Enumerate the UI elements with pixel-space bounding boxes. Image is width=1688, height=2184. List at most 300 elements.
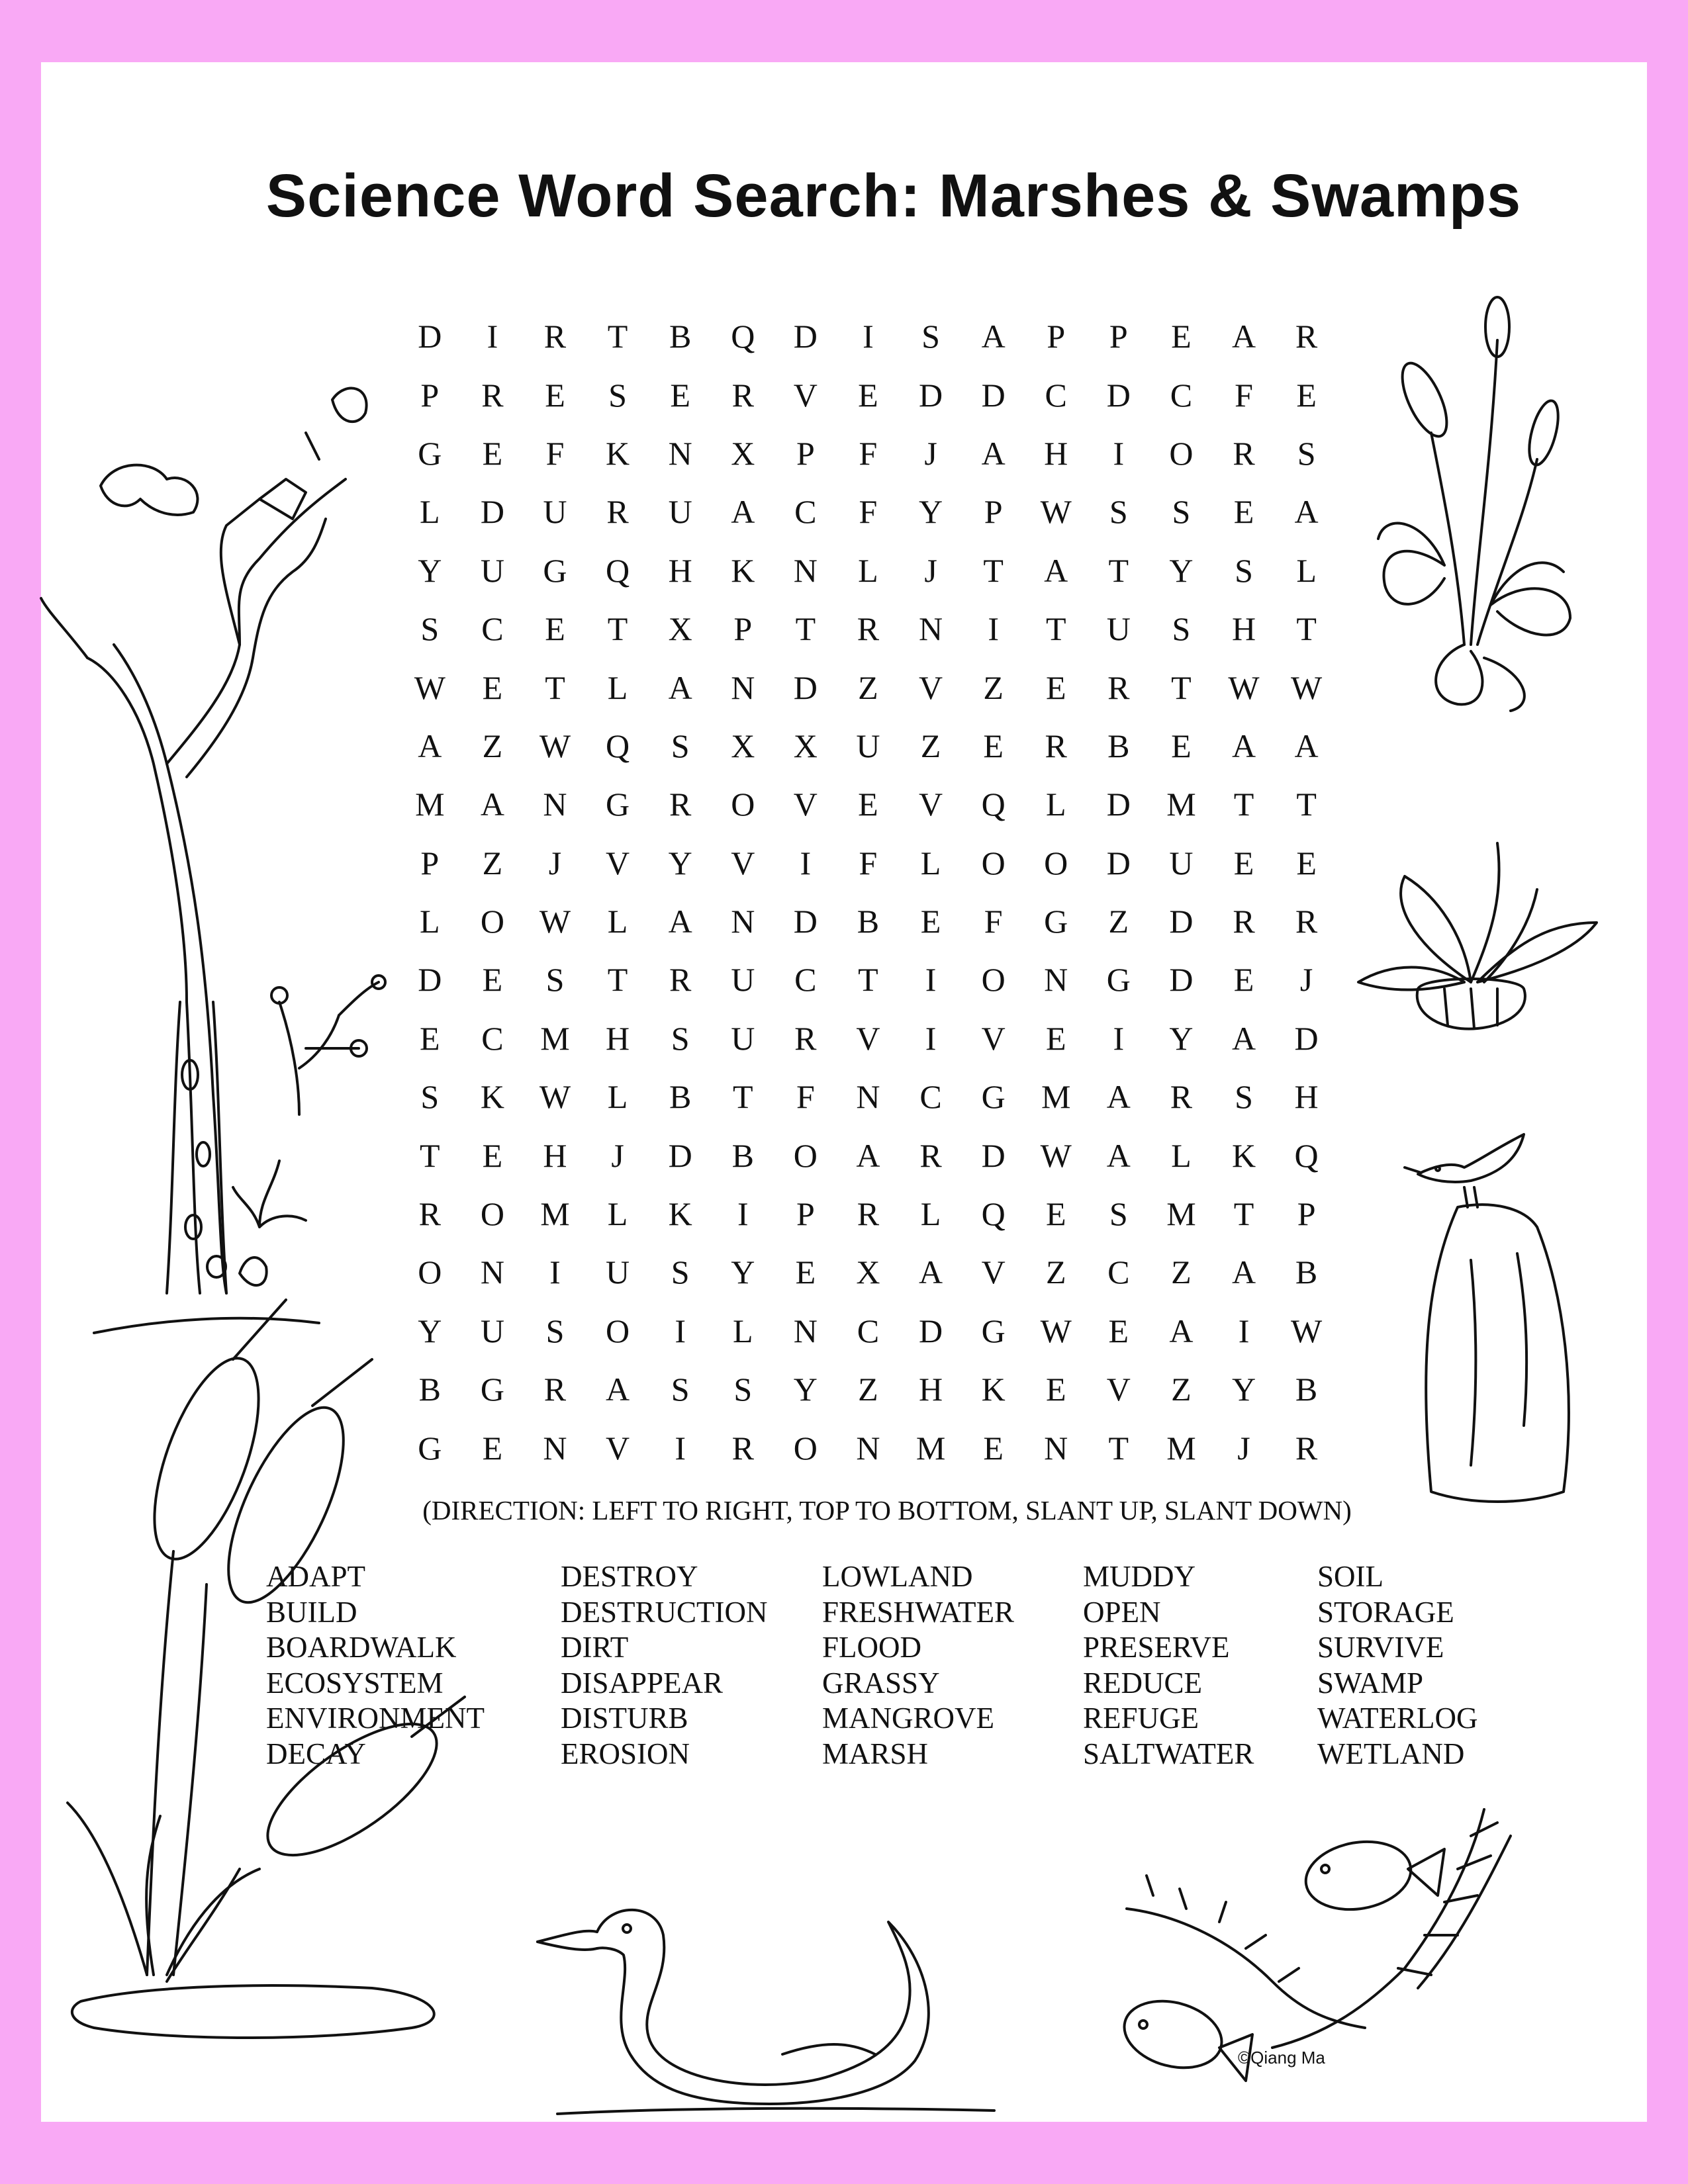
word-item: BUILD xyxy=(266,1595,357,1629)
grid-letter: R xyxy=(857,610,880,648)
grid-letter: G xyxy=(418,1429,442,1467)
word-item: MUDDY xyxy=(1083,1560,1196,1593)
grid-letter: N xyxy=(856,1429,880,1467)
grid-letter: P xyxy=(1297,1195,1316,1233)
grid-letter: B xyxy=(1107,727,1130,764)
grid-letter: E xyxy=(858,786,878,823)
grid-letter: A xyxy=(918,1253,943,1291)
grid-letter: D xyxy=(668,1136,692,1174)
grid-letter: A xyxy=(1106,1078,1131,1116)
grid-letter: T xyxy=(1108,1429,1129,1467)
grid-letter: A xyxy=(1044,551,1068,589)
grid-letter: E xyxy=(1233,961,1254,999)
grid-letter: S xyxy=(921,318,940,355)
grid-letter: A xyxy=(1231,1253,1256,1291)
grid-letter: W xyxy=(414,668,445,706)
grid-letter: I xyxy=(549,1253,561,1291)
grid-letter: T xyxy=(858,961,878,999)
word-item: DISTURB xyxy=(561,1702,688,1735)
grid-letter: T xyxy=(1171,668,1192,706)
grid-letter: T xyxy=(1296,786,1317,823)
grid-letter: D xyxy=(981,376,1006,414)
grid-letter: W xyxy=(1040,1136,1072,1174)
grid-letter: E xyxy=(920,903,941,940)
grid-letter: Y xyxy=(793,1371,818,1408)
grid-letter: K xyxy=(606,434,630,472)
grid-letter: Y xyxy=(1231,1371,1256,1408)
grid-letter: M xyxy=(415,786,445,823)
word-item: MANGROVE xyxy=(822,1702,995,1735)
grid-letter: D xyxy=(1169,903,1194,940)
grid-letter: S xyxy=(420,610,440,648)
grid-letter: I xyxy=(925,1019,937,1057)
word-item: FRESHWATER xyxy=(822,1595,1015,1629)
grid-letter: R xyxy=(919,1136,942,1174)
grid-letter: O xyxy=(1044,844,1068,882)
grid-letter: F xyxy=(1235,376,1253,414)
grid-letter: J xyxy=(1237,1429,1250,1467)
word-item: SALTWATER xyxy=(1083,1737,1254,1770)
grid-letter: W xyxy=(1291,1312,1323,1349)
grid-letter: S xyxy=(608,376,627,414)
grid-letter: E xyxy=(1045,668,1066,706)
grid-letter: E xyxy=(482,668,503,706)
grid-letter: W xyxy=(1291,668,1323,706)
grid-letter: Z xyxy=(1045,1253,1066,1291)
grid-letter: Y xyxy=(668,844,692,882)
word-item: MARSH xyxy=(822,1737,929,1770)
grid-letter: D xyxy=(1106,844,1131,882)
grid-letter: A xyxy=(418,727,442,764)
grid-letter: N xyxy=(793,1312,818,1349)
grid-letter: X xyxy=(731,434,755,472)
grid-letter: G xyxy=(981,1312,1006,1349)
grid-letter: Q xyxy=(981,786,1006,823)
grid-letter: G xyxy=(480,1371,504,1408)
grid-letter: V xyxy=(793,376,818,414)
grid-letter: N xyxy=(480,1253,504,1291)
grid-letter: T xyxy=(983,551,1004,589)
grid-letter: E xyxy=(482,1136,503,1174)
grid-letter: D xyxy=(793,903,818,940)
grid-letter: H xyxy=(1294,1078,1319,1116)
grid-letter: G xyxy=(606,786,630,823)
grid-letter: O xyxy=(480,903,504,940)
grid-letter: L xyxy=(607,668,628,706)
grid-letter: V xyxy=(731,844,755,882)
grid-letter: L xyxy=(1045,786,1066,823)
word-item: SWAMP xyxy=(1317,1666,1424,1700)
grid-letter: R xyxy=(1295,1429,1318,1467)
grid-letter: O xyxy=(981,961,1006,999)
grid-letter: A xyxy=(480,786,504,823)
grid-letter: R xyxy=(731,1429,754,1467)
grid-letter: U xyxy=(480,551,504,589)
grid-letter: E xyxy=(1296,844,1317,882)
grid-letter: J xyxy=(924,434,937,472)
grid-letter: Z xyxy=(858,1371,878,1408)
grid-letter: L xyxy=(920,1195,941,1233)
grid-letter: P xyxy=(796,1195,815,1233)
grid-letter: I xyxy=(863,318,874,355)
grid-letter: C xyxy=(919,1078,942,1116)
grid-letter: R xyxy=(418,1195,441,1233)
grid-letter: S xyxy=(733,1371,753,1408)
grid-letter: X xyxy=(793,727,818,764)
page-title: Science Word Search: Marshes & Swamps xyxy=(265,162,1522,230)
grid-letter: C xyxy=(1107,1253,1130,1291)
grid-letter: Q xyxy=(981,1195,1006,1233)
grid-letter: M xyxy=(1041,1078,1071,1116)
grid-letter: U xyxy=(668,493,692,531)
grid-letter: W xyxy=(1040,493,1072,531)
flower-plant-illustration xyxy=(1325,300,1603,724)
grid-letter: R xyxy=(606,493,629,531)
grid-letter: N xyxy=(731,668,755,706)
grid-letter: R xyxy=(1233,903,1255,940)
grid-letter: H xyxy=(918,1371,943,1408)
grid-letter: K xyxy=(668,1195,692,1233)
grid-letter: T xyxy=(1296,610,1317,648)
word-item: SOIL xyxy=(1317,1560,1383,1593)
grid-letter: D xyxy=(418,961,442,999)
grid-letter: C xyxy=(481,1019,504,1057)
grid-letter: R xyxy=(794,1019,817,1057)
word-item: DECAY xyxy=(266,1737,366,1770)
grid-letter: V xyxy=(918,668,943,706)
grid-letter: T xyxy=(545,668,565,706)
grid-letter: A xyxy=(1294,493,1319,531)
grid-letter: W xyxy=(1228,668,1260,706)
word-item: LOWLAND xyxy=(822,1560,973,1593)
grid-letter: K xyxy=(981,1371,1006,1408)
grid-letter: S xyxy=(545,961,565,999)
grid-letter: F xyxy=(859,434,878,472)
grid-letter: E xyxy=(1045,1371,1066,1408)
grid-letter: D xyxy=(918,376,943,414)
grid-letter: L xyxy=(607,1195,628,1233)
grid-letter: Y xyxy=(1169,551,1194,589)
word-item: DESTROY xyxy=(561,1560,698,1593)
grid-letter: T xyxy=(607,610,628,648)
grid-letter: O xyxy=(793,1136,818,1174)
grid-letter: S xyxy=(1235,551,1253,589)
letter-grid xyxy=(399,307,1338,1477)
grid-letter: V xyxy=(793,786,818,823)
grid-letter: U xyxy=(1106,610,1131,648)
grid-letter: Q xyxy=(731,318,755,355)
grid-letter: Z xyxy=(482,844,503,882)
grid-letter: X xyxy=(856,1253,880,1291)
grid-letter: D xyxy=(480,493,504,531)
grid-letter: E xyxy=(1045,1195,1066,1233)
word-column-2 xyxy=(561,1559,768,1772)
grid-letter: E xyxy=(1296,376,1317,414)
grid-letter: D xyxy=(793,668,818,706)
grid-letter: V xyxy=(981,1019,1006,1057)
grid-letter: O xyxy=(731,786,755,823)
grid-letter: Z xyxy=(1171,1253,1192,1291)
grid-letter: K xyxy=(731,551,755,589)
grid-letter: H xyxy=(543,1136,567,1174)
grid-letter: X xyxy=(731,727,755,764)
grid-letter: R xyxy=(1233,434,1255,472)
grid-letter: R xyxy=(1045,727,1067,764)
grid-letter: T xyxy=(1233,1195,1254,1233)
grid-letter: I xyxy=(988,610,999,648)
grid-letter: U xyxy=(606,1253,630,1291)
grid-letter: Z xyxy=(482,727,503,764)
grid-letter: G xyxy=(418,434,442,472)
grid-letter: U xyxy=(731,961,755,999)
grid-letter: R xyxy=(669,786,692,823)
grid-letter: R xyxy=(543,1371,567,1408)
grid-letter: E xyxy=(858,376,878,414)
grid-letter: L xyxy=(420,903,440,940)
grid-letter: T xyxy=(1108,551,1129,589)
grid-letter: X xyxy=(668,610,692,648)
grid-letter: A xyxy=(1231,1019,1256,1057)
grid-letter: S xyxy=(1109,493,1128,531)
grid-letter: I xyxy=(925,961,937,999)
grid-letter: A xyxy=(981,434,1006,472)
worksheet-page xyxy=(41,62,1647,2122)
grid-letter: M xyxy=(1166,786,1196,823)
grid-letter: O xyxy=(981,844,1006,882)
grid-letter: E xyxy=(545,376,565,414)
grid-letter: E xyxy=(1171,318,1192,355)
word-column-5 xyxy=(1317,1559,1477,1772)
grid-letter: C xyxy=(794,961,817,999)
grid-letter: G xyxy=(1044,903,1068,940)
grid-letter: N xyxy=(1044,1429,1068,1467)
word-item: WATERLOG xyxy=(1317,1702,1478,1735)
word-item: PRESERVE xyxy=(1083,1631,1230,1664)
grid-letter: S xyxy=(671,1019,690,1057)
grid-letter: W xyxy=(539,903,571,940)
grid-letter: V xyxy=(1106,1371,1131,1408)
grid-letter: B xyxy=(1295,1371,1318,1408)
grid-letter: M xyxy=(915,1429,946,1467)
grid-letter: R xyxy=(731,376,754,414)
grid-letter: J xyxy=(1299,961,1313,999)
grid-letter: R xyxy=(857,1195,880,1233)
grid-letter: M xyxy=(540,1195,570,1233)
grid-letter: O xyxy=(606,1312,630,1349)
grid-letter: B xyxy=(669,318,692,355)
grid-letter: V xyxy=(606,844,630,882)
grid-letter: T xyxy=(420,1136,440,1174)
grid-letter: N xyxy=(856,1078,880,1116)
grid-letter: E xyxy=(545,610,565,648)
grid-letter: L xyxy=(732,1312,753,1349)
copyright-text: ©Qiang Ma xyxy=(1238,2048,1325,2068)
grid-letter: U xyxy=(543,493,567,531)
word-item: BOARDWALK xyxy=(266,1631,457,1664)
potted-plant-illustration xyxy=(1338,790,1617,1042)
grid-letter: C xyxy=(794,493,817,531)
grid-letter: N xyxy=(1044,961,1068,999)
grid-letter: V xyxy=(981,1253,1006,1291)
grid-letter: H xyxy=(1231,610,1256,648)
grid-letter: I xyxy=(1113,434,1125,472)
grid-letter: J xyxy=(548,844,562,882)
direction-note: (DIRECTION: LEFT TO RIGHT, TOP TO BOTTOM, SLANT UP, SLANT DOWN) xyxy=(422,1495,1352,1525)
grid-letter: P xyxy=(984,493,1003,531)
grid-letter: H xyxy=(606,1019,630,1057)
grid-letter: T xyxy=(607,961,628,999)
grid-letter: O xyxy=(418,1253,442,1291)
grid-letter: N xyxy=(793,551,818,589)
grid-letter: S xyxy=(1235,1078,1253,1116)
grid-letter: V xyxy=(606,1429,630,1467)
bird-on-rock-illustration xyxy=(1391,1095,1617,1518)
grid-letter: E xyxy=(983,1429,1004,1467)
grid-letter: P xyxy=(1047,318,1066,355)
grid-letter: A xyxy=(1231,727,1256,764)
tree-illustration xyxy=(41,300,359,1359)
grid-letter: L xyxy=(858,551,878,589)
word-item: STORAGE xyxy=(1317,1595,1454,1629)
grid-letter: T xyxy=(607,318,628,355)
grid-letter: P xyxy=(420,376,440,414)
grid-letter: E xyxy=(983,727,1004,764)
grid-letter: H xyxy=(668,551,692,589)
grid-letter: W xyxy=(539,727,571,764)
grid-letter: Z xyxy=(983,668,1004,706)
word-column-4 xyxy=(1083,1559,1254,1772)
grid-letter: R xyxy=(669,961,692,999)
grid-letter: S xyxy=(1109,1195,1128,1233)
grid-letter: A xyxy=(981,318,1006,355)
grid-letter: I xyxy=(800,844,812,882)
word-item: ENVIRONMENT xyxy=(266,1702,485,1735)
grid-letter: B xyxy=(1295,1253,1318,1291)
grid-letter: N xyxy=(543,1429,567,1467)
grid-letter: T xyxy=(732,1078,753,1116)
grid-letter: D xyxy=(418,318,442,355)
grid-letter: G xyxy=(1106,961,1131,999)
grid-letter: S xyxy=(671,727,690,764)
grid-letter: P xyxy=(796,434,815,472)
grid-letter: L xyxy=(607,903,628,940)
grid-letter: S xyxy=(1297,434,1316,472)
word-item: DESTRUCTION xyxy=(561,1595,768,1629)
grid-letter: D xyxy=(793,318,818,355)
word-item: ECOSYSTEM xyxy=(266,1666,444,1700)
grid-letter: H xyxy=(1044,434,1068,472)
grid-letter: N xyxy=(918,610,943,648)
fish-seaweed-illustration xyxy=(1074,1783,1564,2087)
grid-letter: E xyxy=(795,1253,816,1291)
grid-letter: F xyxy=(859,844,878,882)
grid-letter: D xyxy=(981,1136,1006,1174)
grid-letter: R xyxy=(543,318,567,355)
grid-letter: G xyxy=(543,551,567,589)
grid-letter: A xyxy=(606,1371,630,1408)
grid-letter: T xyxy=(1045,610,1066,648)
grid-letter: D xyxy=(918,1312,943,1349)
word-item: GRASSY xyxy=(822,1666,940,1700)
grid-letter: B xyxy=(731,1136,754,1174)
grid-letter: C xyxy=(1045,376,1067,414)
grid-letter: C xyxy=(857,1312,880,1349)
grid-letter: L xyxy=(607,1078,628,1116)
sapling-illustration xyxy=(253,962,412,1121)
grid-letter: Y xyxy=(731,1253,755,1291)
grid-letter: E xyxy=(420,1019,440,1057)
grid-letter: D xyxy=(1106,376,1131,414)
grid-letter: Z xyxy=(858,668,878,706)
grid-letter: S xyxy=(671,1371,690,1408)
word-item: REFUGE xyxy=(1083,1702,1199,1735)
grid-letter: C xyxy=(481,610,504,648)
grid-letter: I xyxy=(1113,1019,1125,1057)
grid-letter: A xyxy=(1169,1312,1194,1349)
grid-letter: F xyxy=(796,1078,815,1116)
grid-letter: P xyxy=(1109,318,1128,355)
grid-letter: A xyxy=(731,493,755,531)
grid-letter: Y xyxy=(418,1312,442,1349)
word-item: ADAPT xyxy=(266,1560,366,1593)
grid-letter: S xyxy=(1172,610,1191,648)
word-item: SURVIVE xyxy=(1317,1631,1444,1664)
grid-letter: E xyxy=(1171,727,1192,764)
grid-letter: I xyxy=(675,1312,686,1349)
word-column-3 xyxy=(822,1559,1014,1772)
grid-letter: J xyxy=(924,551,937,589)
grid-letter: R xyxy=(1295,318,1318,355)
grid-letter: N xyxy=(668,434,692,472)
grid-letter: S xyxy=(1172,493,1191,531)
grid-letter: R xyxy=(1107,668,1130,706)
word-item: OPEN xyxy=(1083,1595,1161,1629)
grid-letter: A xyxy=(1231,318,1256,355)
grid-letter: U xyxy=(1169,844,1194,882)
grid-letter: Q xyxy=(606,551,630,589)
grid-letter: I xyxy=(737,1195,749,1233)
grid-letter: C xyxy=(1170,376,1193,414)
grid-letter: D xyxy=(1294,1019,1319,1057)
grid-letter: A xyxy=(668,668,692,706)
grid-letter: E xyxy=(1233,844,1254,882)
grid-letter: A xyxy=(856,1136,880,1174)
cattails-illustration xyxy=(41,1287,451,2048)
grid-letter: J xyxy=(611,1136,624,1174)
grid-letter: V xyxy=(856,1019,880,1057)
grid-letter: E xyxy=(482,961,503,999)
grid-letter: E xyxy=(482,1429,503,1467)
grid-letter: E xyxy=(482,434,503,472)
grid-letter: L xyxy=(1296,551,1317,589)
grid-letter: Y xyxy=(418,551,442,589)
grid-letter: K xyxy=(480,1078,504,1116)
grid-letter: W xyxy=(539,1078,571,1116)
grid-letter: Q xyxy=(1294,1136,1319,1174)
grid-letter: U xyxy=(856,727,880,764)
grid-letter: U xyxy=(480,1312,504,1349)
grid-letter: S xyxy=(671,1253,690,1291)
grid-letter: F xyxy=(545,434,565,472)
grid-letter: Z xyxy=(1108,903,1129,940)
grid-letter: O xyxy=(480,1195,504,1233)
grid-letter: S xyxy=(420,1078,440,1116)
grid-letter: O xyxy=(1169,434,1194,472)
grid-letter: I xyxy=(1238,1312,1250,1349)
grid-letter: I xyxy=(675,1429,686,1467)
grid-letter: E xyxy=(1045,1019,1066,1057)
grid-letter: B xyxy=(669,1078,692,1116)
